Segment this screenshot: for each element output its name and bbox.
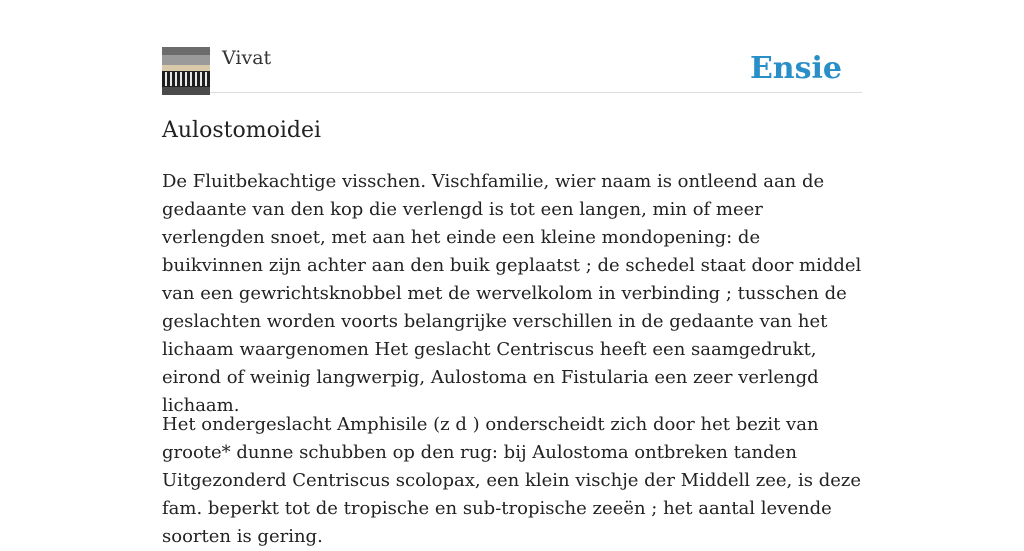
- header: [162, 46, 862, 93]
- brand-logo[interactable]: Ensie: [749, 51, 842, 86]
- avatar[interactable]: [162, 47, 210, 95]
- page: [162, 0, 862, 547]
- article-paragraph: Het ondergeslacht Amphisile (z d ) onderscheidt zich door het bezit van groote* dunne schubben op den rug: bij Aulostoma ontbreken tanden Uitgezonderd Centriscus scolopax, een klein vischje der Middell zee, is deze fam. beperkt tot de tropische en sub-tropische zeeën ; het aantal levende soorten is gering.: [162, 414, 862, 547]
- author-name[interactable]: Vivat: [222, 47, 272, 69]
- typewriter-photo-icon: [162, 47, 210, 95]
- article-paragraph: De Fluitbekachtige visschen. Vischfamilie, wier naam is ontleend aan de gedaante van den kop die verlengd is tot een langen, min of meer verlengden snoet, met aan het einde een kleine mondopening: de buikvinnen zijn achter aan den buik geplaatst ; de schedel staat door middel van een gewrichtsknobbel met de wervelkolom in verbinding ; tusschen de geslachten worden voorts belangrijke verschillen in de gedaante van het lichaam waargenomen Het geslacht Centriscus heeft een saamgedrukt, eirond of weinig langwerpig, Aulostoma en Fistularia een zeer verlengd lichaam.: [162, 171, 862, 416]
- article-title: Aulostomoidei: [162, 118, 321, 143]
